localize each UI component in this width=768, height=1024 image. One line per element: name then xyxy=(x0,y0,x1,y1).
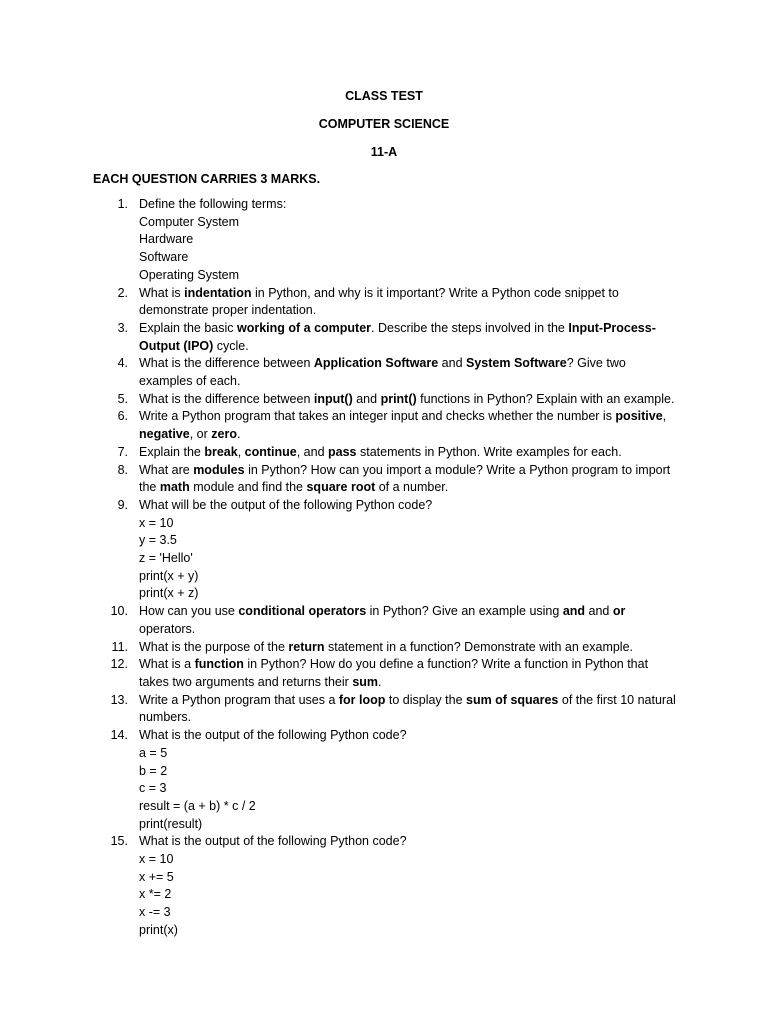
question-item xyxy=(100,656,680,691)
text-run: What are xyxy=(139,462,194,477)
bold-term: Input-Process-Output (IPO) xyxy=(139,320,656,353)
question-number: 8. xyxy=(117,462,128,477)
question-item xyxy=(100,320,680,355)
text-run: . xyxy=(378,674,382,689)
text-run: in Python? Give an example using xyxy=(366,604,563,619)
bold-term: or xyxy=(612,604,626,619)
text-run: and xyxy=(352,391,381,406)
text-run: statement in a function? Demonstrate with an example. xyxy=(324,639,634,654)
question-sub-line: x -= 3 xyxy=(139,905,171,920)
question-text xyxy=(139,445,622,459)
marks-note: EACH QUESTION CARRIES 3 MARKS. xyxy=(93,172,321,186)
text-run: What is the purpose of the xyxy=(139,639,289,654)
bold-term: modules xyxy=(193,462,245,477)
text-run: operators. xyxy=(139,621,196,636)
question-sub-line: x = 10 xyxy=(139,852,174,867)
bold-term: print() xyxy=(380,391,417,406)
question-item xyxy=(100,285,680,320)
text-run: Write a Python program that uses a xyxy=(139,692,339,707)
bold-term: sum xyxy=(352,674,379,689)
text-run: What is a xyxy=(139,657,195,672)
text-run: . Describe the steps involved in the xyxy=(371,320,569,335)
question-number: 2. xyxy=(117,285,128,300)
question-number: 10. xyxy=(110,604,128,619)
text-run: What will be the output of the following Python code? xyxy=(139,497,433,512)
bold-term: and xyxy=(562,604,586,619)
test-title: CLASS TEST xyxy=(345,89,423,103)
bold-term: working of a computer xyxy=(236,320,372,335)
text-run: What is the output of the following Python code? xyxy=(139,834,407,849)
bold-term: for loop xyxy=(338,692,386,707)
question-number: 5. xyxy=(117,391,128,406)
question-text xyxy=(139,409,666,441)
question-number: 6. xyxy=(117,409,128,424)
question-sub-line: b = 2 xyxy=(139,763,168,778)
text-run: Write a Python program that takes an integer input and checks whether the number is xyxy=(139,409,616,424)
question-text xyxy=(139,463,670,495)
question-sub-line: a = 5 xyxy=(139,745,168,760)
question-item xyxy=(100,833,680,939)
bold-term: negative xyxy=(139,427,190,442)
text-run: , and xyxy=(296,444,329,459)
bold-term: positive xyxy=(615,409,663,424)
text-run: , xyxy=(662,409,667,424)
question-item xyxy=(100,727,680,833)
text-run: and xyxy=(585,604,613,619)
bold-term: pass xyxy=(328,444,357,459)
question-text xyxy=(139,392,674,406)
question-number: 1. xyxy=(117,197,128,211)
text-run: What is the output of the following Python code? xyxy=(139,728,407,743)
text-run: of a number. xyxy=(375,480,449,495)
bold-term: break xyxy=(204,444,238,459)
question-item xyxy=(100,497,680,603)
bold-term: indentation xyxy=(184,285,252,300)
text-run: , or xyxy=(189,427,212,442)
question-number: 14. xyxy=(110,728,128,743)
bold-term: return xyxy=(288,639,325,654)
question-item xyxy=(100,603,680,638)
question-text xyxy=(139,604,625,636)
question-text xyxy=(139,640,633,654)
question-text xyxy=(139,356,626,388)
question-sub-line: Hardware xyxy=(139,232,194,247)
text-run: in Python? How do you define a function? Write a function in Python that takes two arguments and returns their xyxy=(139,657,649,689)
bold-term: continue xyxy=(244,444,297,459)
bold-term: function xyxy=(194,657,244,672)
bold-term: input() xyxy=(313,391,353,406)
text-run: functions in Python? Explain with an example. xyxy=(416,391,675,406)
question-sub-line: print(x) xyxy=(139,922,178,937)
text-run: to display the xyxy=(385,692,466,707)
question-item xyxy=(100,355,680,390)
text-run: in Python? How can you import a module? Write a Python program to import the xyxy=(139,462,671,495)
question-text xyxy=(139,498,432,512)
question-sub-line: x += 5 xyxy=(139,869,174,884)
text-run: ? Give two examples of each. xyxy=(139,356,626,389)
text-run: Explain the xyxy=(139,444,205,459)
question-list xyxy=(100,196,680,940)
question-text xyxy=(139,834,407,848)
question-text xyxy=(139,728,407,742)
bold-term: conditional operators xyxy=(238,604,367,619)
bold-term: square root xyxy=(306,480,376,495)
question-sub-line: print(result) xyxy=(139,816,203,831)
text-run: statements in Python. Write examples for each. xyxy=(356,444,622,459)
bold-term: System Software xyxy=(466,356,567,371)
question-sub-line: y = 3.5 xyxy=(139,533,177,548)
question-number: 7. xyxy=(117,444,128,459)
question-text xyxy=(139,657,648,689)
question-sub-line: Operating System xyxy=(139,267,240,282)
question-sub-line: x = 10 xyxy=(139,515,174,530)
question-item xyxy=(100,462,680,497)
text-run: What is the difference between xyxy=(139,356,314,371)
text-run: , xyxy=(237,444,245,459)
text-run: What is the difference between xyxy=(139,391,314,406)
question-number: 4. xyxy=(117,356,128,371)
question-text xyxy=(139,693,676,725)
question-number: 11. xyxy=(111,639,128,654)
bold-term: sum of squares xyxy=(466,692,559,707)
question-item xyxy=(100,692,680,727)
bold-term: Application Software xyxy=(313,356,439,371)
question-number: 3. xyxy=(117,320,128,335)
question-item xyxy=(100,639,680,657)
question-sub-line: print(x + z) xyxy=(139,586,199,601)
text-run: of the first 10 natural numbers. xyxy=(139,692,676,725)
question-sub-line: Computer System xyxy=(139,214,240,229)
question-number: 9. xyxy=(117,497,128,512)
question-text xyxy=(139,286,619,318)
subject-title: COMPUTER SCIENCE xyxy=(318,117,450,131)
question-number: 13. xyxy=(110,692,128,707)
text-run: module and find the xyxy=(189,480,307,495)
question-item xyxy=(100,391,680,409)
question-item xyxy=(100,196,680,285)
text-run: cycle. xyxy=(213,338,249,353)
text-run: . xyxy=(236,427,241,442)
text-run: in Python, and why is it important? Write a Python code snippet to demonstrate proper indentation. xyxy=(139,285,619,318)
bold-term: zero xyxy=(211,427,237,442)
question-item xyxy=(100,444,680,462)
text-run: Define the following terms: xyxy=(139,197,287,211)
question-sub-line: c = 3 xyxy=(139,781,167,796)
question-sub-line: x *= 2 xyxy=(139,887,172,902)
question-item xyxy=(100,408,680,443)
text-run: Explain the basic xyxy=(139,320,237,335)
question-sub-line: result = (a + b) * c / 2 xyxy=(139,798,256,813)
text-run: How can you use xyxy=(139,604,239,619)
class-label: 11-A xyxy=(370,145,398,159)
question-sub-line: print(x + y) xyxy=(139,568,199,583)
bold-term: math xyxy=(159,480,190,495)
question-sub-line: Software xyxy=(139,250,189,265)
text-run: and xyxy=(438,356,467,371)
question-text xyxy=(139,321,656,353)
question-number: 15. xyxy=(110,834,128,849)
question-sub-line: z = 'Hello' xyxy=(139,551,193,566)
text-run: What is xyxy=(139,285,185,300)
question-number: 12. xyxy=(110,657,128,672)
question-text xyxy=(139,197,286,211)
